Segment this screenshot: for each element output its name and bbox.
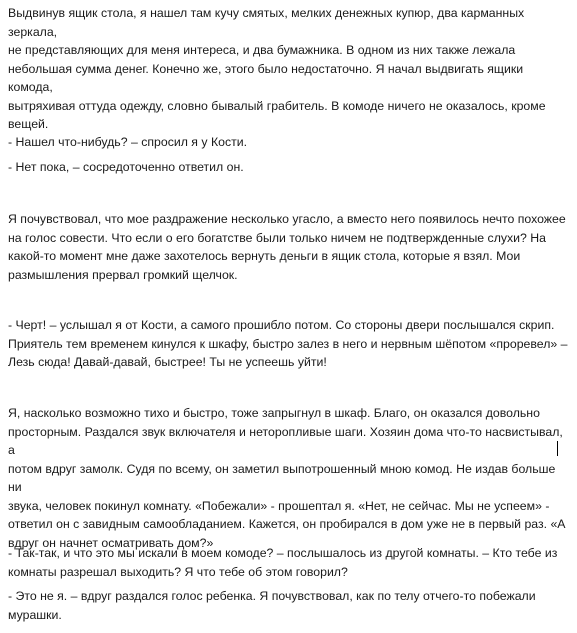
paragraph-drawer-search: Выдвинув ящик стола, я нашел там кучу смятых, мелких денежных купюр, два карманных зеркала, не представляющих для меня интереса, и два бумажника. В одном из них также лежала небольшая сумма денег. Конечно же, этого было недостаточно. Я начал выдвигать ящики комода, вытряхивая оттуда одежду, словно бывалый грабитель. В комоде ничего не оказалось, кроме вещей. [8, 6, 546, 131]
paragraph-damn-hide: - Черт! – услышал я от Кости, а самого прошибло потом. Со стороны двери послышался скрип. Приятель тем временем кинулся к шкафу, быстро залез в него и нервным шёпотом «проревел» – Лезь сюда! Давай-давай, быстрее! Ты не успеешь уйти! [8, 318, 568, 369]
paragraph-child-voice: - Это не я. – вдруг раздался голос ребенка. Я почувствовал, как по телу отчего-то побежали мурашки. [8, 589, 536, 622]
paragraph-owner-voice: - Так-так, и что это мы искали в моем комоде? – послышалось из другой комнаты. – Кто тебе из комнаты разрешал выходить? Я что тебе об этом говорил? [8, 546, 558, 579]
paragraph-wardrobe: Я, насколько возможно тихо и быстро, тоже запрыгнул в шкаф. Благо, он оказался довольно просторным. Раздался звук включателя и неторопливые шаги. Хозяин дома что-то насвистывал, а потом вдруг замолк. Судя по всему, он заметил выпотрошенный мною комод. Не издав больше ни звука, человек покинул комнату. «Побежали» - прошептал я. «Нет, не сейчас. Мы не успеем» - ответил он с завидным самообладанием. Кажется, он пробирался в дом уже не в первый раз. «А вдруг он начнет осматривать дом?» [8, 406, 566, 550]
text-cursor [557, 441, 558, 456]
paragraph-conscience: Я почувствовал, что мое раздражение несколько угасло, а вместо него появилось нечто похожее на голос совести. Что если о его богатстве были только ничем не подтвержденные слухи? На какой-то момент мне даже захотелось вернуть деньги в ящик стола, которые я взял. Мои размышления прервал громкий щелчок. [8, 212, 566, 282]
dialogue-line-not-yet: - Нет пока, – сосредоточенно ответил он. [8, 160, 244, 174]
dialogue-line-found-anything: - Нашел что-нибудь? – спросил я у Кости. [8, 135, 248, 149]
